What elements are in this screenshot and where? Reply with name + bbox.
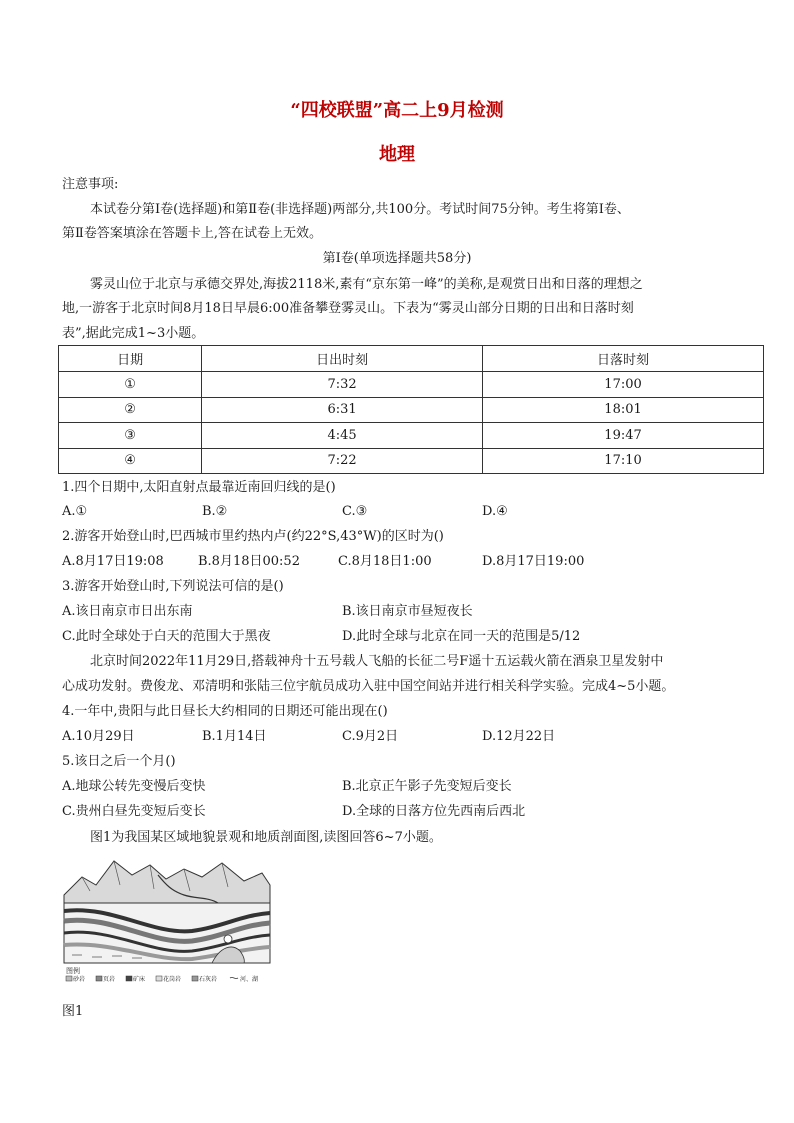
notice-line-1: 本试卷分第Ⅰ卷(选择题)和第Ⅱ卷(非选择题)两部分,共100分。考试时间75分钟。考生将第Ⅰ卷、 — [90, 202, 630, 217]
legend-swatch — [156, 976, 162, 981]
landform-profile-illustration — [62, 855, 272, 985]
legend-item: 石灰岩 — [199, 976, 218, 983]
table-row — [59, 423, 764, 449]
exam-title: “四校联盟”高二上9月检测 — [290, 100, 504, 121]
question-4-option-b: B.1月14日 — [202, 729, 267, 744]
question-1-stem: 1.四个日期中,太阳直射点最靠近南回归线的是() — [62, 480, 336, 495]
passage3-line-1: 图1为我国某区域地貌景观和地质剖面图,读图回答6~7小题。 — [90, 830, 442, 845]
table-cell: 6:31 — [202, 397, 483, 423]
legend-item: 河、湖 — [240, 976, 259, 983]
table-cell: ③ — [59, 423, 202, 449]
table-cell: ① — [59, 372, 202, 398]
question-4-option-d: D.12月22日 — [482, 729, 556, 744]
question-5-option-c: C.贵州白昼先变短后变长 — [62, 804, 206, 819]
sunrise-sunset-table — [58, 345, 764, 474]
table-cell: 4:45 — [202, 423, 483, 449]
table-cell: 19:47 — [483, 423, 764, 449]
question-4-stem: 4.一年中,贵阳与此日昼长大约相同的日期还可能出现在() — [62, 704, 388, 719]
question-3-option-d: D.此时全球与北京在同一天的范围是5/12 — [342, 629, 581, 644]
header-cell-date: 日期 — [59, 346, 202, 372]
legend-swatch — [96, 976, 102, 981]
notice-label: 注意事项: — [62, 177, 119, 192]
question-2-stem: 2.游客开始登山时,巴西城市里约热内卢(约22°S,43°W)的区时为() — [62, 529, 444, 544]
passage1-line-2: 地,一游客于北京时间8月18日早晨6:00准备攀登雾灵山。下表为“雾灵山部分日期的日出和日落时刻 — [62, 301, 634, 316]
legend-swatch — [192, 976, 198, 981]
question-1-option-d: D.④ — [482, 504, 508, 519]
legend-item: 砂岩 — [73, 976, 86, 983]
legend-swatch — [126, 976, 132, 981]
header-cell-sunrise: 日出时刻 — [202, 346, 483, 372]
passage2-line-2: 心成功发射。费俊龙、邓清明和张陆三位宇航员成功入驻中国空间站并进行相关科学实验。完成4~5小题。 — [62, 679, 675, 694]
question-2-option-d: D.8月17日19:00 — [482, 554, 585, 569]
table-cell: ② — [59, 397, 202, 423]
passage1-line-1: 雾灵山位于北京与承德交界处,海拔2118米,素有“京东第一峰”的美称,是观赏日出和日落的理想之 — [90, 277, 643, 292]
figure-caption: 图1 — [62, 1004, 84, 1019]
question-3-stem: 3.游客开始登山时,下列说法可信的是() — [62, 579, 284, 594]
question-5-option-b: B.北京正午影子先变短后变长 — [342, 779, 512, 794]
table-cell: 7:32 — [202, 372, 483, 398]
question-5-stem: 5.该日之后一个月() — [62, 754, 176, 769]
question-3-option-c: C.此时全球处于白天的范围大于黑夜 — [62, 629, 271, 644]
question-2-option-a: A.8月17日19:08 — [62, 554, 164, 569]
question-5-option-d: D.全球的日落方位先西南后西北 — [342, 804, 526, 819]
question-2-option-c: C.8月18日1:00 — [338, 554, 432, 569]
question-1-option-c: C.③ — [342, 504, 368, 519]
notice-line-2: 第Ⅱ卷答案填涂在答题卡上,答在试卷上无效。 — [62, 226, 322, 241]
question-3-option-b: B.该日南京市昼短夜长 — [342, 604, 473, 619]
table-header-row — [59, 346, 764, 372]
question-4-option-c: C.9月2日 — [342, 729, 399, 744]
table-cell: 7:22 — [202, 448, 483, 474]
question-3-option-a: A.该日南京市日出东南 — [62, 604, 193, 619]
question-1-option-b: B.② — [202, 504, 228, 519]
legend-item: 页岩 — [103, 976, 116, 983]
passage1-line-3: 表”,据此完成1~3小题。 — [62, 326, 205, 341]
legend-item: 花岗岩 — [163, 976, 182, 983]
header-cell-sunset: 日落时刻 — [483, 346, 764, 372]
table-cell: 17:10 — [483, 448, 764, 474]
legend-item: 矿床 — [133, 976, 146, 983]
question-5-option-a: A.地球公转先变慢后变快 — [62, 779, 206, 794]
question-2-option-b: B.8月18日00:52 — [198, 554, 300, 569]
table-cell: ④ — [59, 448, 202, 474]
question-1-option-a: A.① — [62, 504, 88, 519]
legend-swatch — [230, 977, 238, 978]
question-4-option-a: A.10月29日 — [62, 729, 135, 744]
section-heading: 第Ⅰ卷(单项选择题共58分) — [322, 251, 472, 266]
table-cell: 17:00 — [483, 372, 764, 398]
passage2-line-1: 北京时间2022年11月29日,搭载神舟十五号载人飞船的长征二号F遥十五运载火箭在酒泉卫星发射中 — [90, 654, 664, 669]
table-row — [59, 372, 764, 398]
geology-figure — [62, 855, 272, 985]
legend-swatch — [66, 976, 72, 981]
table-row — [59, 397, 764, 423]
legend-label: 图例 — [66, 967, 80, 975]
table-cell: 18:01 — [483, 397, 764, 423]
subject-title: 地理 — [379, 144, 415, 165]
table-row — [59, 448, 764, 474]
